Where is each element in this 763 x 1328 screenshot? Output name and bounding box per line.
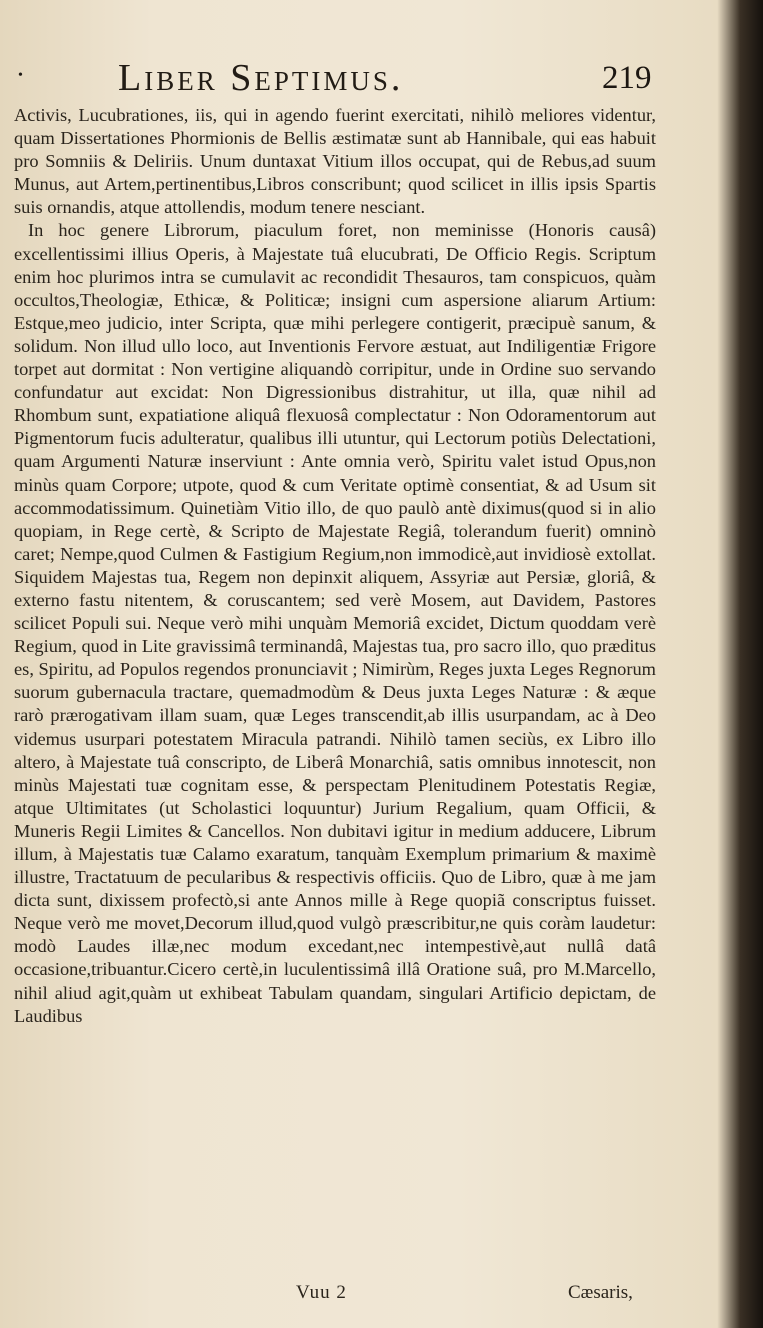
paragraph-2: In hoc genere Librorum, piaculum foret, non meminisse (Honoris causâ) excellentissimi illius Operis, à Majestate tuâ elucubrati, De Officio Regis. Scriptum enim hoc plurimos intra se cumulavit ac recondidit Thesauros, tam conspicuos, quàm occultos,Theologiæ, Ethicæ, & Politicæ; insigni cum aspersione aliarum Artium: Estque,meo judicio, inter Scripta, quæ mihi perlegere contigerit, præcipuè sanum, & solidum. Non illud ullo loco, aut Inventionis Fervore æstuat, aut Indiligentiæ Frigore torpet aut dormitat : Non vertigine aliquandò corripitur, unde in Ordine suo servando confundatur aut excidat: Non Digressionibus distrahitur, ut illa, quæ nihil ad Rhombum sunt, expatiatione aliquâ flexuosâ complectatur : Non Odoramentorum aut Pigmentorum fucis adulteratur, qualibus illi utuntur, qui Lectorum potiùs Delectationi, quam Argumenti Naturæ inserviunt : Ante omnia verò, Spiritu valet istud Opus,non minùs quam Corpore; utpote, quod & cum Veritate optimè consentiat, & ad Usum sit accommodatissimum. Quinetiàm Vitio illo, de quo paulò antè diximus(quod si in alio quopiam, in Rege certè, & Scripto de Majestate Regiâ, tolerandum fuerit) omninò caret; Nempe,quod Culmen & Fastigium Regium,non immodicè,aut invidiosè extollat. Siquidem Majestas tua, Regem non depinxit aliquem, Assyriæ aut Persiæ, gloriâ, & externo fastu nitentem, & coruscantem; sed verè Mosem, aut Davidem, Pastores scilicet Populi sui. Neque verò mihi unquàm Memoriâ excidet, Dictum quoddam verè Regium, quod in Lite gravissimâ terminandâ, Majestas tua, pro sacro illo, quo præditus es, Spiritu, ad Populos regendos pronunciavit ; Nimirùm, Reges juxta Leges Regnorum suorum gubernacula tractare, quemadmodùm & Deus juxta Leges Naturæ : & æque rarò prærogativam illam suam, quæ Leges transcendit,ab illis usurpandam, ac à Deo videmus usurpari potestatem Miracula patrandi. Nihilò tamen seciùs, ex Libro illo altero, à Majestate tuâ conscripto, de Liberâ Monarchiâ, satis omnibus innotescit, non minùs Majestati tuæ cognitam esse, & perspectam Plenitudinem Potestatis Regiæ, atque Ultimitates (ut Scholastici loquuntur) Jurium Regalium, quam Officii, & Muneris Regii Limites & Cancellos. Non dubitavi igitur in medium adducere, Librum illum, à Majestatis tuæ Calamo exaratum, tanquàm Exemplum primarium & maximè illustre, Tractatuum de pecularibus & respectivis officiis. Quo de Libro, quæ à me jam dicta sunt, dixissem profectò,si ante Annos mille à Rege quopiã conscriptus fuisset. Neque verò me movet,Decorum illud,quod vulgò præscribitur,ne quis coràm laudetur: modò Laudes illæ,nec modum excedant,nec intempestivè,aut nullâ datâ occasione,tribuantur.Cicero certè,in luculentissimâ illâ Oratione suâ, pro M.Marcello, nihil aliud agit,quàm ut exhibeat Tabulam quandam, singulari Artificio depictam, de Laudibus <box>14 220 656 1026</box>
running-title: Liber Septimus. <box>118 57 404 99</box>
ornament: • <box>18 68 23 83</box>
page-number: 219 <box>602 60 652 96</box>
page-footer <box>0 1282 660 1312</box>
catchword: Cæsaris, <box>568 1282 633 1303</box>
page-header <box>18 52 658 102</box>
paragraph-1: Activis, Lucubrationes, iis, qui in agendo fuerint exercitati, nihilò meliores videntur, quam Dissertationes Phormionis de Bellis æstimatæ sunt ab Hannibale, qui eas habuit pro Somniis & Deliriis. Unum duntaxat Vitium illos occupat, qui de Rebus,ad suum Munus, aut Artem,pertinentibus,Libros conscribunt; quod scilicet in illis ipsis Spartis suis ornandis, atque attollendis, modum tenere nesciant. <box>14 105 656 218</box>
body-text <box>14 104 656 1028</box>
signature-mark: Vuu 2 <box>296 1282 347 1303</box>
